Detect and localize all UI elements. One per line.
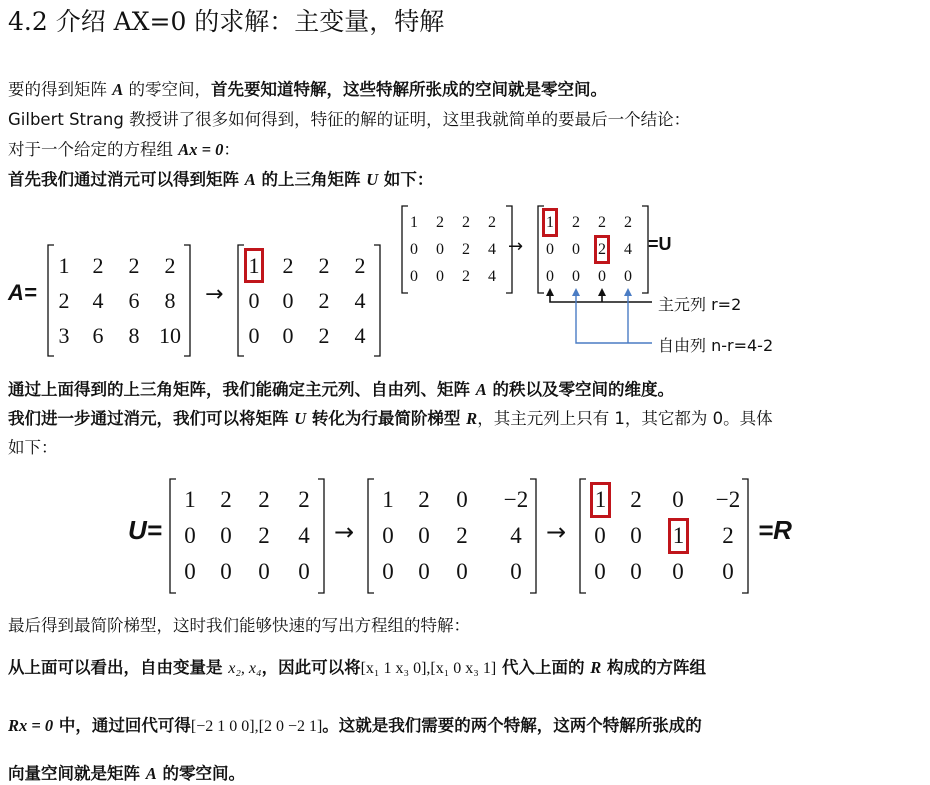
- text: 。这就是我们需要的两个特解，这两个特解所张成的: [322, 716, 702, 735]
- matrix-entry: 2: [572, 214, 580, 231]
- matrix-entry: 0: [722, 559, 734, 584]
- matrix-entry: 0: [418, 523, 430, 548]
- matrix-u-label: U=: [128, 515, 162, 545]
- text: 要的得到矩阵: [8, 80, 113, 99]
- special-solution-2: [2 0 −2 1]: [258, 718, 323, 735]
- matrix-entry: 2: [456, 523, 468, 548]
- special-solution-1: [−2 1 0 0]: [190, 718, 255, 735]
- matrix-entry: 6: [92, 323, 104, 348]
- matrix-entry: 6: [128, 288, 140, 313]
- arrow: →: [546, 518, 567, 546]
- matrix-entry: 3: [58, 323, 70, 348]
- text: 的秩以及零空间的维度。: [486, 380, 675, 399]
- matrix-entry: 2: [298, 487, 310, 512]
- page-title: 4.2 介绍 AX=0 的求解：主变量，特解: [8, 7, 445, 36]
- math-r: R: [466, 409, 478, 428]
- matrix-entry: 0: [546, 241, 554, 258]
- outro-line-4: [8, 760, 245, 784]
- matrix-entry: 0: [436, 268, 444, 285]
- matrix-entry: 1: [58, 253, 70, 278]
- text: 构成的方阵组: [601, 658, 706, 677]
- matrix-entry: 4: [298, 523, 310, 548]
- matrix-entry: 2: [58, 288, 70, 313]
- matrix-entry: 2: [462, 268, 470, 285]
- matrix-entry: 2: [318, 288, 330, 313]
- matrix-entry: 2: [722, 523, 734, 548]
- matrix-u-prev: [400, 205, 514, 294]
- text: 通过上面得到的上三角矩阵，我们能确定主元列、自由列、矩阵: [8, 380, 476, 399]
- vector-2: [x₁ 0 x₃ 1]: [430, 660, 497, 677]
- free-note: 自由列 n-r=4-2: [658, 336, 774, 355]
- matrix-entry: 0: [248, 323, 260, 348]
- mid-line-1: [8, 376, 674, 400]
- matrix-entry: 1: [244, 248, 264, 283]
- matrix-entry: 0: [456, 487, 468, 512]
- matrix-entry: 2: [164, 253, 176, 278]
- text: 的零空间，: [123, 80, 212, 99]
- matrix-entry: 4: [488, 241, 496, 258]
- math-a: A: [145, 764, 157, 783]
- text: 对于一个给定的方程组: [8, 140, 179, 159]
- matrix-r: [578, 478, 750, 594]
- matrix-entry: 0: [258, 559, 270, 584]
- matrix-entry: 0: [630, 559, 642, 584]
- pivot-note: 主元列 r=2: [658, 295, 742, 314]
- matrix-entry: 0: [572, 241, 580, 258]
- matrix-entry: 2: [92, 253, 104, 278]
- matrix-entry: 2: [624, 214, 632, 231]
- text: ，其主元列上只有 1，其它都为 0。具体: [477, 409, 773, 428]
- matrix-entry: −2: [715, 487, 741, 512]
- matrix-entry: −2: [503, 487, 529, 512]
- matrix-entry: 2: [220, 487, 232, 512]
- arrow-line: [576, 290, 652, 343]
- matrix-entry: 0: [598, 268, 606, 285]
- text: ，因此可以将: [261, 658, 361, 677]
- mid-line-2: [8, 405, 773, 429]
- text: 转化为行最简阶梯型: [306, 409, 467, 428]
- intro-line-3: [8, 136, 240, 160]
- matrix-entry: 0: [418, 559, 430, 584]
- matrix-u-label: =U: [648, 234, 672, 254]
- matrix-entry: 4: [354, 323, 366, 348]
- matrix-entry: 0: [510, 559, 522, 584]
- text: 从上面可以看出，自由变量是: [8, 658, 229, 677]
- matrix-entry: 0: [298, 559, 310, 584]
- matrix-intermediate: [366, 478, 538, 594]
- intro-line-1: [8, 76, 607, 100]
- matrix-entry: 0: [546, 268, 554, 285]
- arrow: →: [334, 518, 355, 546]
- matrix-entry: 0: [594, 559, 606, 584]
- matrix-entry: 0: [436, 241, 444, 258]
- matrix-entry: 0: [184, 523, 196, 548]
- mid-line-3: 如下：: [8, 438, 58, 457]
- math-a: A: [475, 380, 487, 399]
- matrix-a-step: [236, 244, 382, 357]
- text: 代入上面的: [496, 658, 591, 677]
- matrix-entry: 2: [258, 523, 270, 548]
- matrix-entry: 0: [382, 559, 394, 584]
- intro-line-2: Gilbert Strang 教授讲了很多如何得到，特征的解的证明，这里我就简单的要最后一个结论：: [8, 110, 691, 129]
- math-r: R: [590, 658, 602, 677]
- outro-line-2: [8, 654, 706, 678]
- math-eq: Rx = 0: [8, 716, 54, 735]
- matrix-entry: 0: [184, 559, 196, 584]
- text-bold: 首先要知道特解，这些特解所张成的空间就是零空间。: [211, 80, 608, 99]
- math-u: U: [294, 409, 307, 428]
- matrix-entry: 2: [488, 214, 496, 231]
- matrix-entry: 0: [410, 268, 418, 285]
- matrix-entry: 4: [488, 268, 496, 285]
- text: 的零空间。: [156, 764, 246, 783]
- matrix-entry: 2: [258, 487, 270, 512]
- matrix-entry: 1: [382, 487, 394, 512]
- matrix-u: [536, 205, 650, 294]
- matrix-a: [46, 244, 192, 357]
- math-u: U: [366, 170, 379, 189]
- matrix-entry: 2: [462, 241, 470, 258]
- matrix-entry: 0: [220, 559, 232, 584]
- text: 我们进一步通过消元，我们可以将矩阵: [8, 409, 295, 428]
- matrix-entry: 0: [282, 288, 294, 313]
- math-a: A: [112, 80, 124, 99]
- arrow: →: [508, 236, 524, 257]
- matrix-entry: 2: [462, 214, 470, 231]
- matrix-entry: 0: [248, 288, 260, 313]
- matrix-a-label: A=: [8, 280, 37, 305]
- matrix-entry: 4: [354, 288, 366, 313]
- free-variables: x₂, x₄: [228, 660, 262, 677]
- matrix-entry: 2: [630, 487, 642, 512]
- matrix-entry: 8: [164, 288, 176, 313]
- matrix-entry: 10: [159, 323, 181, 348]
- math-a: A: [244, 170, 256, 189]
- matrix-entry: 0: [220, 523, 232, 548]
- matrix-entry: 2: [354, 253, 366, 278]
- separator: ,: [254, 718, 259, 735]
- matrix-entry: 0: [630, 523, 642, 548]
- text: 向量空间就是矩阵: [8, 764, 146, 783]
- matrix-entry: 0: [672, 559, 684, 584]
- text: 的上三角矩阵: [255, 170, 367, 189]
- matrix-entry: 8: [128, 323, 140, 348]
- intro-line-4: [8, 166, 433, 190]
- matrix-entry: 0: [282, 323, 294, 348]
- outro-line-3: [8, 712, 702, 736]
- matrix-entry: 1: [590, 482, 611, 518]
- matrix-entry: 1: [668, 518, 689, 554]
- vector-1: [x₁ 1 x₃ 0]: [360, 660, 427, 677]
- math-eq: Ax = 0: [178, 140, 224, 159]
- matrix-entry: 2: [418, 487, 430, 512]
- matrix-entry: 0: [594, 523, 606, 548]
- matrix-u: [168, 478, 326, 594]
- matrix-entry: 2: [318, 253, 330, 278]
- text: 中，通过回代可得: [53, 716, 191, 735]
- matrix-entry: 0: [382, 523, 394, 548]
- matrix-entry: 2: [318, 323, 330, 348]
- matrix-entry: 2: [128, 253, 140, 278]
- matrix-entry: 2: [436, 214, 444, 231]
- matrix-entry: 1: [410, 214, 418, 231]
- matrix-entry: 0: [456, 559, 468, 584]
- matrix-entry: 0: [410, 241, 418, 258]
- text: 首先我们通过消元可以得到矩阵: [8, 170, 245, 189]
- arrow: →: [205, 282, 224, 307]
- text: 如下：: [378, 170, 434, 189]
- matrix-entry: 0: [672, 487, 684, 512]
- matrix-entry: 1: [543, 209, 557, 236]
- matrix-entry: 4: [510, 523, 522, 548]
- matrix-entry: 2: [282, 253, 294, 278]
- matrix-r-label: =R: [758, 515, 792, 545]
- matrix-entry: 2: [598, 214, 606, 231]
- text: ：: [223, 140, 240, 159]
- matrix-entry: 2: [595, 236, 609, 263]
- matrix-entry: 0: [624, 268, 632, 285]
- matrix-entry: 0: [572, 268, 580, 285]
- matrix-entry: 4: [92, 288, 104, 313]
- matrix-entry: 1: [184, 487, 196, 512]
- matrix-entry: 4: [624, 241, 632, 258]
- outro-line-1: 最后得到最简阶梯型，这时我们能够快速的写出方程组的特解：: [8, 616, 470, 635]
- separator: ,: [426, 660, 431, 677]
